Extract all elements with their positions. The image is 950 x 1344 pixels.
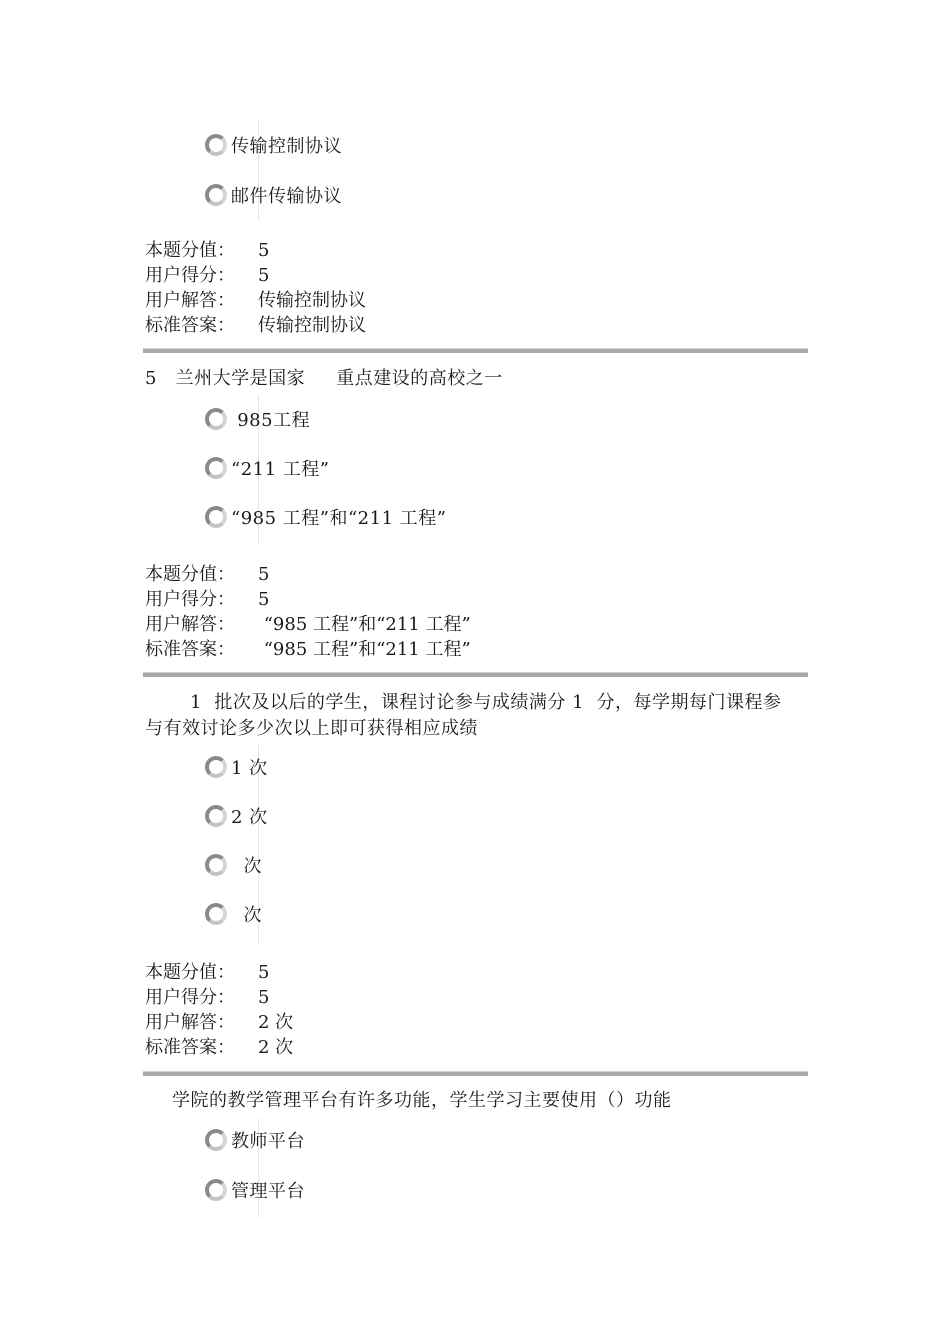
radio-button[interactable]	[205, 1129, 227, 1151]
user-answer-value: “985 工程”和“211 工程”	[258, 614, 471, 635]
option-label: 1 次	[231, 758, 268, 779]
radio-button[interactable]	[205, 408, 227, 430]
option-label: 次	[231, 856, 262, 877]
user-score-label: 用户得分：	[145, 589, 235, 610]
option-row[interactable]	[205, 502, 446, 532]
result-info	[145, 238, 366, 338]
option-label: 教师平台	[231, 1131, 305, 1152]
standard-answer-value: 传输控制协议	[258, 315, 366, 336]
user-answer-label: 用户解答：	[145, 614, 235, 635]
radio-button[interactable]	[205, 805, 227, 827]
option-row[interactable]	[205, 850, 262, 880]
option-label: 邮件传输协议	[231, 186, 342, 207]
standard-answer-label: 标准答案：	[145, 1037, 235, 1058]
option-row[interactable]	[205, 404, 310, 434]
user-answer-value: 传输控制协议	[258, 290, 366, 311]
option-label: “211 工程”	[231, 459, 330, 480]
question-part: 1 批次	[190, 692, 252, 713]
score-value: 5	[258, 962, 270, 983]
question-text	[145, 364, 503, 390]
user-score-value: 5	[258, 987, 270, 1008]
score-value: 5	[258, 564, 270, 585]
option-row[interactable]	[205, 1175, 305, 1205]
option-row[interactable]	[205, 752, 268, 782]
user-answer-label: 用户解答：	[145, 290, 235, 311]
standard-answer-value: “985 工程”和“211 工程”	[258, 639, 471, 660]
radio-button[interactable]	[205, 184, 227, 206]
option-row[interactable]	[205, 1125, 305, 1155]
score-label: 本题分值：	[145, 240, 235, 261]
separator	[143, 348, 808, 353]
user-score-value: 5	[258, 265, 270, 286]
radio-button[interactable]	[205, 903, 227, 925]
standard-answer-label: 标准答案：	[145, 639, 235, 660]
question-text-line1	[190, 688, 782, 714]
score-value: 5	[258, 240, 270, 261]
option-label: 2 次	[231, 807, 268, 828]
option-label: 次	[231, 905, 262, 926]
user-answer-value: 2 次	[258, 1012, 294, 1033]
question-part: 及以后的学生，课程讨论参与成绩满分 1 分，每学期每门课程参	[251, 692, 782, 713]
question-part: 重点建设的高校之一	[336, 368, 503, 389]
option-label: 传输控制协议	[231, 136, 342, 157]
option-row[interactable]	[205, 130, 342, 160]
user-score-value: 5	[258, 589, 270, 610]
separator	[143, 1071, 808, 1076]
option-label: “985 工程”和“211 工程”	[231, 508, 447, 529]
user-score-label: 用户得分：	[145, 987, 235, 1008]
result-info	[145, 960, 293, 1060]
option-row[interactable]	[205, 801, 268, 831]
option-label: 管理平台	[231, 1181, 305, 1202]
score-label: 本题分值：	[145, 564, 235, 585]
standard-answer-value: 2 次	[258, 1037, 294, 1058]
score-label: 本题分值：	[145, 962, 235, 983]
option-row[interactable]	[205, 453, 329, 483]
option-row[interactable]	[205, 899, 262, 929]
question-text: 学院的教学管理平台有许多功能，学生学习主要使用（）功能	[172, 1090, 672, 1111]
question-number: 5	[145, 368, 157, 389]
radio-button[interactable]	[205, 134, 227, 156]
user-answer-label: 用户解答：	[145, 1012, 235, 1033]
radio-button[interactable]	[205, 457, 227, 479]
option-label: 985工程	[231, 410, 311, 431]
user-score-label: 用户得分：	[145, 265, 235, 286]
option-row[interactable]	[205, 180, 342, 210]
question-text-line2: 与有效讨论多少次以上即可获得相应成绩	[145, 718, 478, 739]
radio-button[interactable]	[205, 756, 227, 778]
radio-button[interactable]	[205, 854, 227, 876]
standard-answer-label: 标准答案：	[145, 315, 235, 336]
separator	[143, 672, 808, 677]
result-info	[145, 562, 471, 662]
question-part: 兰州大学是国家	[175, 368, 306, 389]
radio-button[interactable]	[205, 506, 227, 528]
radio-button[interactable]	[205, 1179, 227, 1201]
